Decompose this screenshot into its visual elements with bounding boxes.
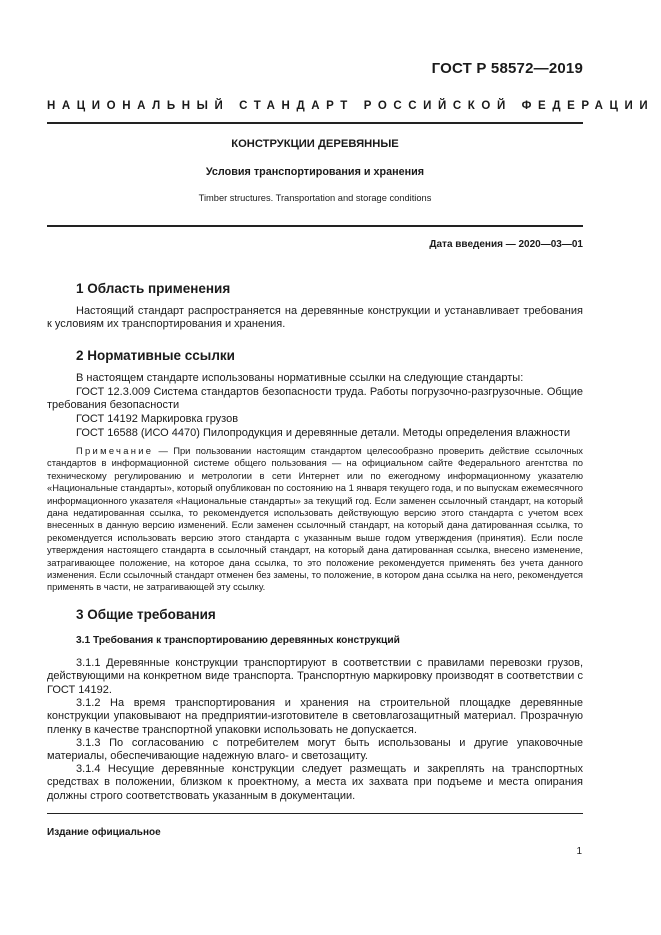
section-2-intro: В настоящем стандарте использованы нормативные ссылки на следующие стандарты: — [76, 372, 524, 384]
reference-gost-14192: ГОСТ 14192 Маркировка грузов — [76, 413, 239, 425]
national-standard-banner: НАЦИОНАЛЬНЫЙ СТАНДАРТ РОССИЙСКОЙ ФЕДЕРАЦИИ — [47, 100, 655, 112]
clause-3-1-1: 3.1.1 Деревянные конструкции транспортируют в соответствии с правилами перевозки грузов, действующими на конкретном виде транспорта. Транспортную маркировку производят в соответствии с ГОСТ 14192. — [47, 657, 583, 696]
document-subtitle: Условия транспортирования и хранения — [205, 166, 425, 178]
section-2-heading: 2 Нормативные ссылки — [76, 348, 235, 363]
footer-divider — [47, 813, 583, 814]
note-text: — При пользовании настоящим стандартом целесообразно проверить действие ссылочных стандартов в информационной системе общего пользования — на официальном сайте Федерального агентства по техническому регулированию и метрологии в сети Интернет или по ежегодному информационному указателю «Национальные стандарты», который опубликован по состоянию на 1 января текущего года, и по выпускам ежемесячного информационного указателя «Национальные стандарты» за текущий год. Если заменен ссылочный стандарт, на который дана недатированная ссылка, то рекомендуется использовать действующую версию этого стандарта с учетом всех внесенных в данную версию изменений. Если заменен ссылочный стандарт, на который дана датированная ссылка, то рекомендуется использовать версию этого стандарта с указанным выше годом утверждения (принятия). Если после утверждения настоящего стандарта в ссылочный стандарт, на который дана датированная ссылка, внесено изменение, затрагивающее положение, на которое дана ссылка, то это положение рекомендуется применять без учета данного изменения. Если ссылочный стандарт отменен без замены, то положение, в котором дана ссылка на него, рекомендуется применять в части, не затрагивающей эту ссылку. — [47, 445, 583, 593]
introduction-date: Дата введения — 2020—03—01 — [429, 239, 583, 250]
document-title: КОНСТРУКЦИИ ДЕРЕВЯННЫЕ — [231, 138, 399, 150]
clause-3-1-3: 3.1.3 По согласованию с потребителем могут быть использованы и другие упаковочные материалы, обеспечивающие надежную влаго- и светозащиту. — [47, 737, 583, 763]
note-label: Примечание — [76, 445, 154, 456]
section-3-heading: 3 Общие требования — [76, 607, 216, 622]
section-3-1-heading: 3.1 Требования к транспортированию деревянных конструкций — [76, 635, 400, 646]
section-1-heading: 1 Область применения — [76, 281, 231, 296]
clause-3-1-2: 3.1.2 На время транспортирования и хранения на строительной площадке деревянные конструкции упаковывают на предприятии-изготовителе в световлагозащитный материал. Прозрачную пленку в качестве транспортной упаковки использовать не допускается. — [47, 697, 583, 736]
english-title: Timber structures. Transportation and storage conditions — [198, 193, 432, 203]
top-divider — [47, 122, 583, 124]
title-divider — [47, 225, 583, 227]
section-1-text: Настоящий стандарт распространяется на деревянные конструкции и устанавливает требования к условиям их транспортирования и хранения. — [47, 305, 583, 331]
official-edition-label: Издание официальное — [47, 827, 161, 838]
references-note — [47, 445, 583, 594]
clause-3-1-4: 3.1.4 Несущие деревянные конструкции следует размещать и закреплять на транспортных средствах в положении, близком к проектному, а места их захвата при подъеме и места опирания должны строго соответствовать указанным в документации. — [47, 763, 583, 802]
page-number: 1 — [576, 846, 582, 857]
reference-gost-16588: ГОСТ 16588 (ИСО 4470) Пилопродукция и деревянные детали. Методы определения влажности — [76, 427, 571, 439]
gost-number: ГОСТ Р 58572—2019 — [431, 60, 583, 77]
reference-gost-12-3-009: ГОСТ 12.3.009 Система стандартов безопасности труда. Работы погрузочно-разгрузочные. Общие требования безопасности — [47, 386, 583, 412]
